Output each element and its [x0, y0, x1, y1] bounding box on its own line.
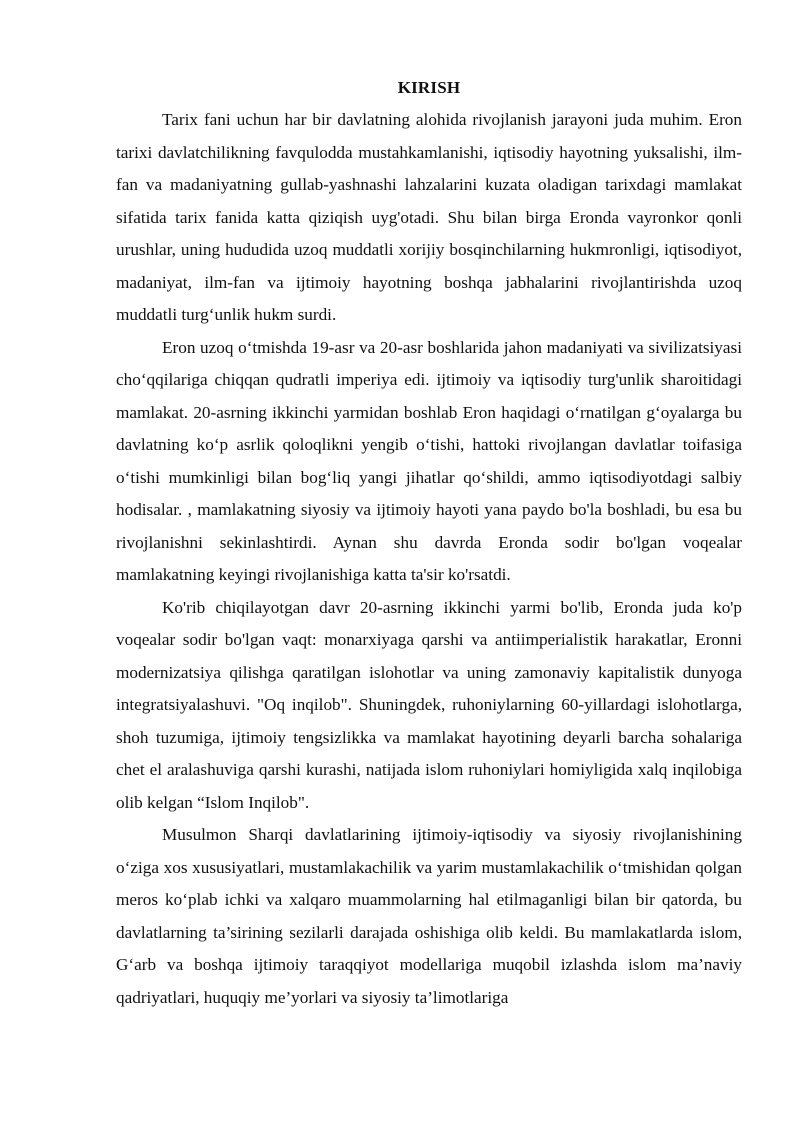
document-title: KIRISH: [397, 78, 461, 97]
paragraph-4: Musulmon Sharqi davlatlarining ijtimoiy-iqtisodiy va siyosiy rivojlanishining o‘ziga xos xususiyatlari, mustamlakachilik va yarim mustamlakachilik o‘tmishidan qolgan meros ko‘plab ichki va xalqaro muammolarning hal etilmaganligi bilan bir qatorda, bu davlatlarning ta’sirining sezilarli darajada oshishiga olib keldi. Bu mamlakatlarda islom, G‘arb va boshqa ijtimoiy taraqqiyot modellariga muqobil izlashda islom ma’naviy qadriyatlari, huquqiy me’yorlari va siyosiy ta’limotlariga: [116, 825, 742, 1007]
paragraph-1: Tarix fani uchun har bir davlatning alohida rivojlanish jarayoni juda muhim. Eron tarixi davlatchilikning favqulodda mustahkamlanishi, iqtisodiy hayotning yuksalishi, ilm-fan va madaniyatning gullab-yashnashi lahzalarini kuzata oladigan tarixdagi mamlakat sifatida tarix fanida katta qiziqish uyg'otadi. Shu bilan birga Eronda vayronkor qonli urushlar, uning hududida uzoq muddatli xorijiy bosqinchilarning hukmronligi, iqtisodiyot, madaniyat, ilm-fan va ijtimoiy hayotning boshqa jabhalarini rivojlantirishda uzoq muddatli turg‘unlik hukm surdi.: [116, 110, 742, 324]
paragraph-3: Ko'rib chiqilayotgan davr 20-asrning ikkinchi yarmi bo'lib, Eronda juda ko'p voqealar sodir bo'lgan vaqt: monarxiyaga qarshi va antiimperialistik harakatlar, Eronni modernizatsiya qilishga qaratilgan islohotlar va uning zamonaviy kapitalistik dunyoga integratsiyalashuvi. "Oq inqilob". Shuningdek, ruhoniylarning 60-yillardagi islohotlarga, shoh tuzumiga, ijtimoiy tengsizlikka va mamlakat hayotining deyarli barcha sohalariga chet el aralashuviga qarshi kurashi, natijada islom ruhoniylari homiyligida xalq inqilobiga olib kelgan “Islom Inqilob".: [116, 597, 742, 812]
document-page: [116, 72, 742, 1014]
paragraph-2: Eron uzoq o‘tmishda 19-asr va 20-asr boshlarida jahon madaniyati va sivilizatsiyasi cho‘qqilariga chiqqan qudratli imperiya edi. ijtimoiy va iqtisodiy turg'unlik sharoitidagi mamlakat. 20-asrning ikkinchi yarmidan boshlab Eron haqidagi o‘rnatilgan g‘oyalarga bu davlatning ko‘p asrlik qoloqlikni yengib o‘tishi, hattoki rivojlangan davlatlar toifasiga o‘tishi mumkinligi bilan bog‘liq yangi jihatlar qo‘shildi, ammo iqtisodiyotdagi salbiy hodisalar. , mamlakatning siyosiy va ijtimoiy hayoti yana paydo bo'la boshladi, bu esa bu rivojlanishni sekinlashtirdi. Aynan shu davrda Eronda sodir bo'lgan voqealar mamlakatning keyingi rivojlanishiga katta ta'sir ko'rsatdi.: [116, 337, 742, 584]
